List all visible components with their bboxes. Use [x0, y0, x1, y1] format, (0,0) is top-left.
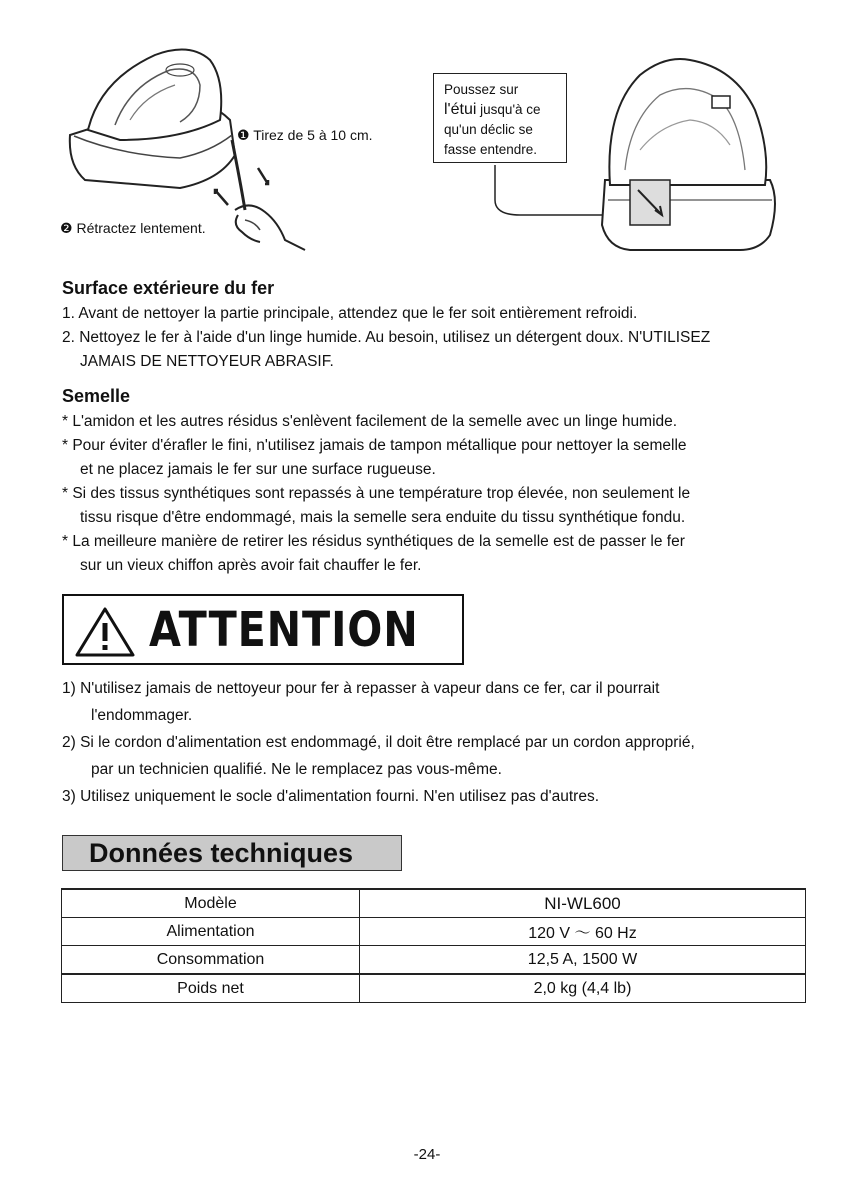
surface-line-1: 1. Avant de nettoyer la partie principale, attendez que le fer soit entièrement refroidi. [62, 305, 638, 322]
attention-line-2: l'endommager. [91, 707, 193, 724]
semelle-line-1: * L'amidon et les autres résidus s'enlèvent facilement de la semelle avec un linge humide. [62, 413, 678, 430]
spec-label: Consommation [62, 946, 360, 975]
attention-line-1: 1) N'utilisez jamais de nettoyeur pour fer à repasser à vapeur dans ce fer, car il pourrait [62, 680, 660, 697]
semelle-line-6: * La meilleure manière de retirer les résidus synthétiques de la semelle est de passer le fer [62, 533, 685, 550]
semelle-line-2: * Pour éviter d'érafler le fini, n'utilisez jamais de tampon métallique pour nettoyer la semelle [62, 437, 687, 454]
spec-value: NI-WL600 [360, 889, 806, 918]
step2-marker: ❷ [60, 220, 73, 236]
note-line2-rest: jusqu'à ce [480, 102, 541, 117]
surface-line-3: JAMAIS DE NETTOYEUR ABRASIF. [80, 353, 334, 370]
warning-triangle-icon [74, 606, 136, 658]
table-row [62, 918, 806, 946]
semelle-line-7: sur un vieux chiffon après avoir fait chauffer le fer. [80, 557, 422, 574]
step2-callout [60, 220, 206, 237]
table-row [62, 946, 806, 975]
note-line4: fasse entendre. [444, 142, 538, 157]
attention-title: ATTENTION [149, 602, 419, 658]
spec-value: 12,5 A, 1500 W [360, 946, 806, 975]
table-row [62, 974, 806, 1003]
attention-box [62, 594, 464, 665]
spec-value: 2,0 kg (4,4 lb) [360, 974, 806, 1003]
step1-marker: ❶ [237, 127, 250, 143]
latch-note-box [433, 73, 567, 163]
specs-heading-box [62, 835, 402, 871]
semelle-heading: Semelle [62, 386, 131, 406]
spec-label: Poids net [62, 974, 360, 1003]
attention-line-3: 2) Si le cordon d'alimentation est endommagé, il doit être remplacé par un cordon approprié, [62, 734, 695, 751]
note-line1: Poussez sur [444, 82, 519, 97]
note-line3: qu'un déclic se [444, 122, 533, 137]
semelle-line-5: tissu risque d'être endommagé, mais la semelle sera enduite du tissu synthétique fondu. [80, 509, 686, 526]
semelle-line-3: et ne placez jamais le fer sur une surface rugueuse. [80, 461, 436, 478]
specs-table [61, 888, 806, 1003]
note-line2 [444, 100, 558, 120]
spec-label: Alimentation [62, 918, 360, 946]
page-number: -24- [413, 1146, 441, 1163]
surface-line-2: 2. Nettoyez le fer à l'aide d'un linge humide. Au besoin, utilisez un détergent doux. N'UTILISEZ [62, 329, 711, 346]
specs-heading: Données techniques [89, 838, 354, 868]
semelle-line-4: * Si des tissus synthétiques sont repassés à une température trop élevée, non seulement le [62, 485, 691, 502]
step2-text: Rétractez lentement. [76, 220, 206, 236]
spec-value: 120 V ～ 60 Hz [360, 918, 806, 946]
note-line2-big: l'étui [444, 101, 477, 118]
attention-line-4: par un technicien qualifié. Ne le remplacez pas vous-même. [91, 761, 502, 778]
surface-heading: Surface extérieure du fer [62, 278, 275, 298]
step1-callout [237, 127, 373, 144]
table-row [62, 889, 806, 918]
spec-label: Modèle [62, 889, 360, 918]
attention-line-5: 3) Utilisez uniquement le socle d'alimentation fourni. N'en utilisez pas d'autres. [62, 788, 600, 805]
step1-text: Tirez de 5 à 10 cm. [253, 127, 373, 143]
